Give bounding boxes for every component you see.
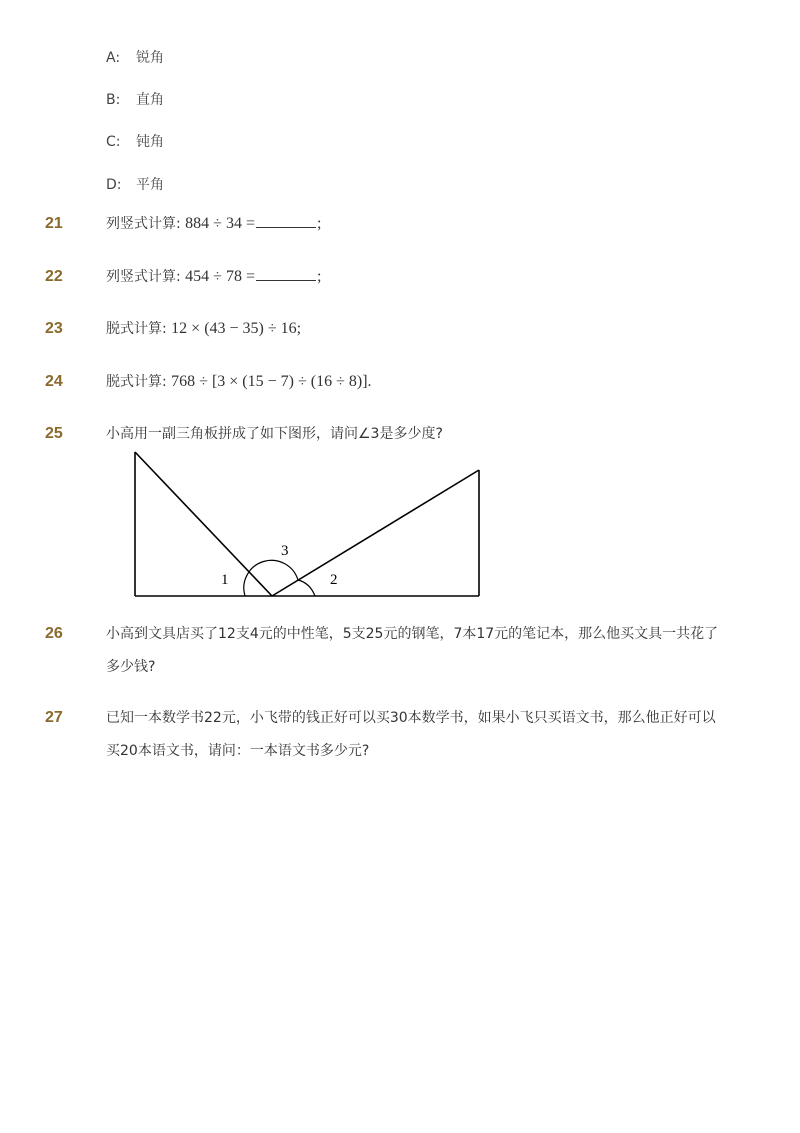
- question-number: 21: [45, 215, 63, 232]
- angle-label-3: 3: [281, 543, 289, 559]
- question-27: 已知一本数学书22元，小飞带的钱正好可以买30本数学书，如果小飞只买语文书，那么他正好可以买20本语文书，请问：一本语文书多少元?: [106, 710, 716, 759]
- option-letter: C:: [106, 134, 121, 150]
- option-a[interactable]: [106, 47, 164, 67]
- option-letter: B:: [106, 92, 121, 108]
- option-c[interactable]: [106, 131, 164, 151]
- question-24: [106, 365, 726, 399]
- question-prefix: 脱式计算:: [106, 321, 167, 337]
- angle-label-1: 1: [221, 572, 229, 588]
- math-expression: 454 ÷ 78 =: [185, 268, 255, 285]
- math-expression: 884 ÷ 34 =: [185, 215, 255, 232]
- option-text: 锐角: [136, 50, 164, 66]
- question-21: [106, 207, 726, 241]
- question-number: 25: [45, 425, 63, 442]
- question-number: 27: [45, 709, 63, 726]
- option-letter: A:: [106, 50, 121, 66]
- question-number: 23: [45, 320, 63, 337]
- question-number: 24: [45, 373, 63, 390]
- option-letter: D:: [106, 177, 122, 193]
- option-text: 平角: [136, 177, 164, 193]
- math-expression: 12 × (43 − 35) ÷ 16: [171, 320, 297, 337]
- answer-blank[interactable]: [256, 215, 316, 228]
- question-26: 小高到文具店买了12支4元的中性笔，5支25元的钢笔，7本17元的笔记本，那么他买文具一共花了多少钱?: [106, 626, 719, 675]
- question-23: [106, 312, 726, 346]
- option-b[interactable]: [106, 89, 164, 109]
- option-d[interactable]: [106, 174, 164, 194]
- answer-blank[interactable]: [256, 268, 316, 281]
- triangle-figure: [0, 448, 800, 608]
- question-suffix: ;: [316, 215, 322, 232]
- question-22: [106, 260, 726, 294]
- right-triangle-hypotenuse: [272, 470, 479, 596]
- angle-label-2: 2: [330, 572, 338, 588]
- math-expression: 768 ÷ [3 × (15 − 7) ÷ (16 ÷ 8)]: [171, 373, 368, 390]
- question-25: 小高用一副三角板拼成了如下图形，请问∠3是多少度?: [106, 426, 443, 442]
- option-text: 直角: [136, 92, 164, 108]
- question-prefix: 列竖式计算:: [106, 269, 181, 285]
- question-suffix: .: [367, 373, 372, 390]
- question-prefix: 脱式计算:: [106, 374, 167, 390]
- option-text: 钝角: [136, 134, 164, 150]
- question-suffix: ;: [296, 320, 302, 337]
- question-prefix: 列竖式计算:: [106, 216, 181, 232]
- question-number: 22: [45, 268, 63, 285]
- question-suffix: ;: [316, 268, 322, 285]
- question-number: 26: [45, 625, 63, 642]
- left-triangle-hypotenuse: [135, 452, 272, 596]
